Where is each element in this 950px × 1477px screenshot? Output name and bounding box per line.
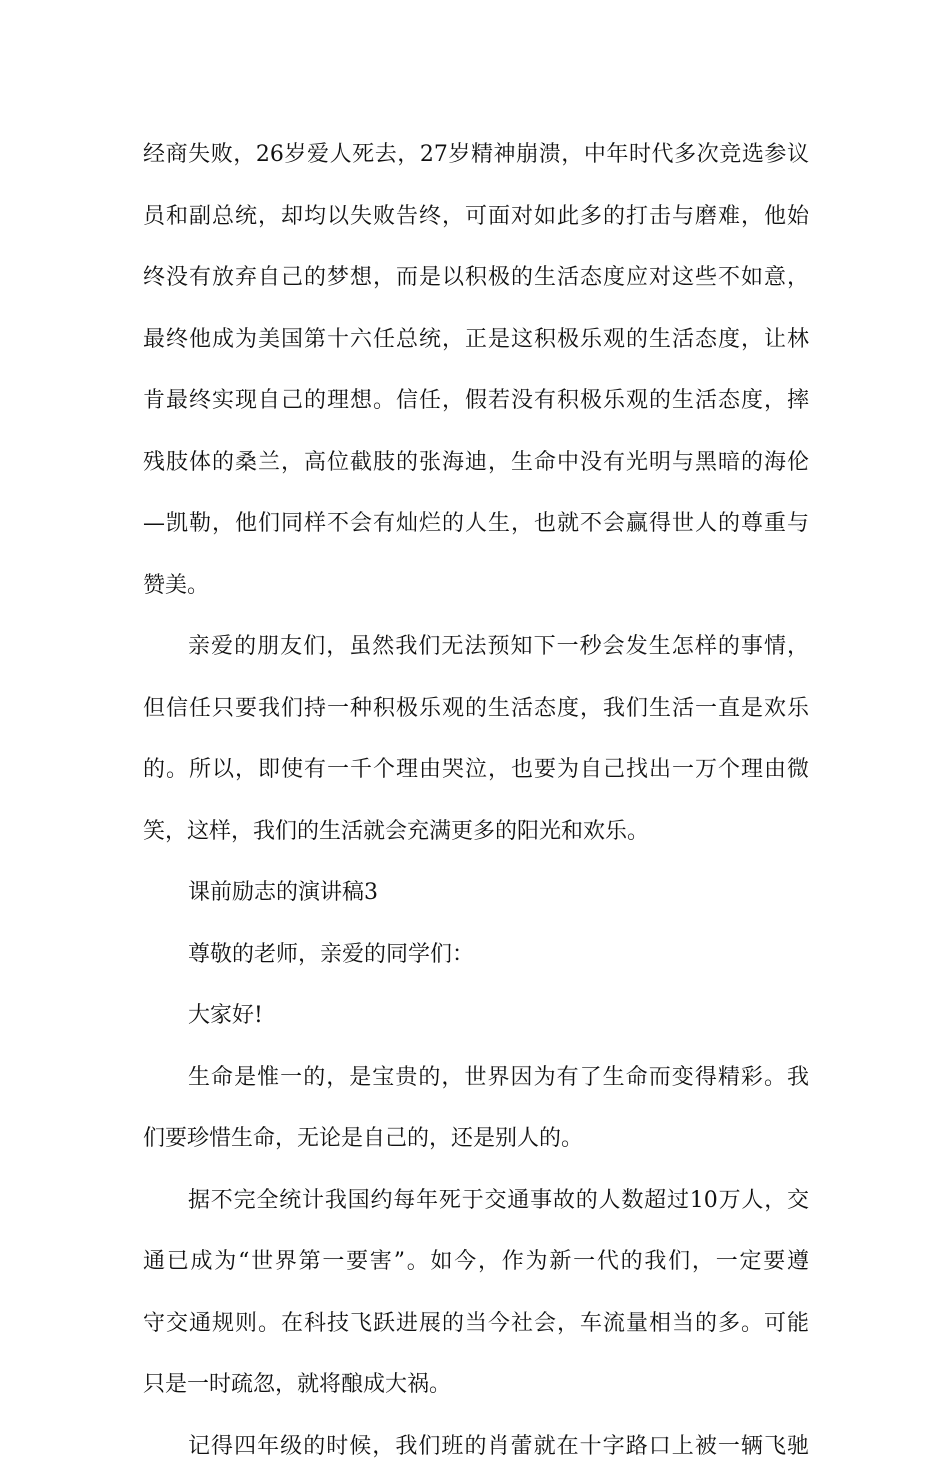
text-line: 通已成为“世界第一要害”。如今，作为新一代的我们，一定要遵	[143, 1231, 809, 1293]
text-line: —凯勒，他们同样不会有灿烂的人生，也就不会赢得世人的尊重与	[143, 493, 809, 555]
text-line: 经商失败，26岁爱人死去，27岁精神崩溃，中年时代多次竞选参议	[143, 124, 809, 186]
text-line: 据不完全统计我国约每年死于交通事故的人数超过10万人，交	[143, 1170, 809, 1232]
text-line: 亲爱的朋友们，虽然我们无法预知下一秒会发生怎样的事情，	[143, 616, 809, 678]
paragraph-life	[143, 1047, 809, 1170]
salutation-text: 尊敬的老师，亲爱的同学们：	[143, 924, 809, 986]
paragraph-traffic	[143, 1170, 809, 1416]
heading-text: 课前励志的演讲稿3	[143, 862, 809, 924]
text-line: 的。所以，即使有一千个理由哭泣，也要为自己找出一万个理由微	[143, 739, 809, 801]
text-line: 肯最终实现自己的理想。信任，假若没有积极乐观的生活态度，摔	[143, 370, 809, 432]
greeting	[143, 985, 809, 1047]
text-line: 们要珍惜生命，无论是自己的，还是别人的。	[143, 1108, 809, 1170]
text-line: 但信任只要我们持一种积极乐观的生活态度，我们生活一直是欢乐	[143, 678, 809, 740]
paragraph-memory	[143, 1416, 809, 1477]
text-line: 员和副总统，却均以失败告终，可面对如此多的打击与磨难，他始	[143, 186, 809, 248]
document-body	[143, 124, 809, 1477]
text-line: 终没有放弃自己的梦想，而是以积极的生活态度应对这些不如意，	[143, 247, 809, 309]
text-line: 笑，这样，我们的生活就会充满更多的阳光和欢乐。	[143, 801, 809, 863]
text-line: 最终他成为美国第十六任总统，正是这积极乐观的生活态度，让林	[143, 309, 809, 371]
salutation	[143, 924, 809, 986]
text-line: 生命是惟一的，是宝贵的，世界因为有了生命而变得精彩。我	[143, 1047, 809, 1109]
text-line: 赞美。	[143, 555, 809, 617]
text-line: 守交通规则。在科技飞跃进展的当今社会，车流量相当的多。可能	[143, 1293, 809, 1355]
text-line: 记得四年级的时候，我们班的肖蕾就在十字路口上被一辆飞驰	[143, 1416, 809, 1477]
greeting-text: 大家好!	[143, 985, 809, 1047]
text-line: 只是一时疏忽，就将酿成大祸。	[143, 1354, 809, 1416]
paragraph-friends	[143, 616, 809, 862]
paragraph-lincoln	[143, 124, 809, 616]
text-line: 残肢体的桑兰，高位截肢的张海迪，生命中没有光明与黑暗的海伦	[143, 432, 809, 494]
section-heading	[143, 862, 809, 924]
